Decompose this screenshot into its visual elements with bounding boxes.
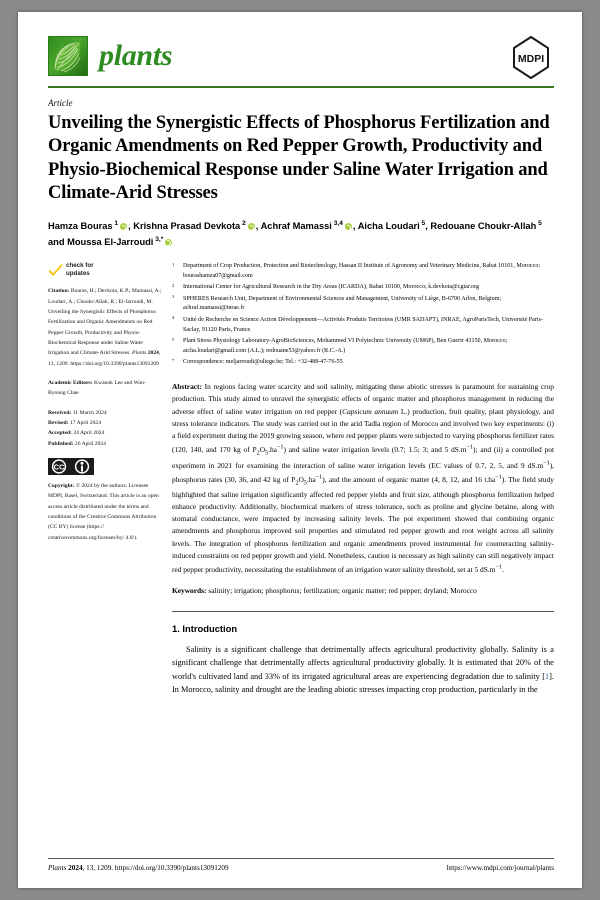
abstract-text: In regions facing water scarcity and soil salinity, mitigating these abiotic stresses is paramount for sustaining crop production. This study aimed to unravel the synergistic effects of organic matter and phosphorus management in reducing the adverse effect of saline water irrigation on red pepper (Capsicum annuum L.) production, fruit quality, plant physiology, and stress tolerance indicators. The study was carried out in the arid Tadla region of Morocco and involved two key experiments: (i) a field experiment during the 2019 growing season, where red pepper plants were subjected to varying phosphorus fertilizer rates (120, 140, and 170 kg of $P_2O_5.ha^{-1}$) and saline water irrigation levels (0.7; 1.5; 3; and 5 $dS.m^{-1}$); and (ii) a controlled pot experiment in 2021 for examining the interaction of saline water irrigation levels (EC values of 0.7, 2, 5, and 9 $dS.m^{-1}$), phosphorus rates (30, 36, and 42 kg of $P_2O_5.ha^{-1}$), and the amount of organic matter (4, 8, 12, and 16 $t.ha^{-1}$). The field study highlighted that saline irrigation significantly affected red pepper yields and fruit size, although phosphorus fertilization helped enhance productivity. Additionally, biochemical markers of stress tolerance, such as proline and glycine betaine, along with stomatal conductance, were impacted by increasing salinity levels. The pot experiment showed that combining organic amendments and phosphorus improved soil properties and stimulated red pepper growth and root weight across all salinity levels. The integration of phosphorus fertilization and organic amendments proved instrumental for counteracting salinity-induced constraints on red pepper growth and yield. Nonetheless, caution is necessary as high salinity can still negatively impact red pepper productivity, necessitating the establishment of an irrigation water salinity threshold, set at 5 $dS.m^{-1}$.: [172, 382, 554, 574]
accepted-value: 24 April 2024: [71, 430, 105, 437]
affiliation-item: [172, 283, 554, 293]
footer-doi[interactable]: , 13, 1209. https://doi.org/10.3390/plants13091209: [82, 864, 229, 872]
affiliations-list: [172, 262, 554, 368]
svg-text:CC: CC: [53, 462, 65, 472]
affiliation-number: 1: [172, 261, 175, 267]
affiliation-number: 2: [172, 282, 175, 288]
date-received: [48, 408, 162, 418]
abstract-label: Abstract:: [172, 382, 202, 392]
author-name[interactable]: Redouane Choukr-Allah: [430, 221, 537, 232]
orcid-icon[interactable]: [165, 239, 172, 246]
accepted-label: Accepted:: [48, 430, 72, 437]
keywords-label: Keywords:: [172, 586, 207, 596]
journal-masthead: [40, 34, 560, 88]
page-footer: [48, 858, 554, 872]
creative-commons-badge[interactable]: [48, 458, 94, 475]
svg-text:MDPI: MDPI: [517, 53, 545, 66]
affiliation-text: Correspondence: meljarroudi@uliege.be; Tel.: +32-488-47-76-55: [183, 359, 343, 366]
affiliation-text: Department of Crop Production, Protection and Biotechnology, Hassan II Institute of Agronomy and Veterinary Medicine, Rabat 10101, Morocco; bourashamza07@gmail.com: [183, 263, 541, 279]
citation-doi[interactable]: , 13, 1209. https://doi.org/10.3390/plants13091209: [48, 350, 161, 367]
intro-text-after-citation: ]. In Morocco, salinity and drought are the leading abiotic stresses impacting crop production, particularly in the: [172, 671, 554, 694]
publication-dates-block: [48, 408, 162, 449]
citation-year: 2024: [146, 350, 159, 357]
introduction-paragraph: [172, 643, 554, 697]
published-label: Published:: [48, 440, 74, 447]
footer-journal: Plants: [48, 864, 67, 872]
masthead-rule: [48, 86, 554, 88]
plants-leaf-icon: [48, 36, 88, 76]
keywords-text: salinity; irrigation; phosphorus; fertilization; organic matter; red pepper; dryland; Morocco: [206, 586, 477, 596]
author-list: [48, 219, 554, 250]
paper-title: Unveiling the Synergistic Effects of Phosphorus Fertilization and Organic Amendments on Red Pepper Growth, Productivity and Physio-Biochemical Response under Saline Water Irrigation and Climate-Arid Stresses: [48, 113, 550, 203]
citation-label: Citation:: [48, 288, 70, 295]
affiliation-number: 4: [172, 315, 175, 321]
author-affiliation-marker: 5: [419, 220, 426, 228]
author-name[interactable]: Aicha Loudari: [357, 221, 420, 232]
check-for-updates-text: [66, 262, 94, 277]
copyright-text: © 2024 by the authors. Licensee MDPI, Basel, Switzerland. This article is an open access article distributed under the terms and conditions of the Creative Commons Attribution (CC BY) license (https:// creativecommons.org/licenses/by/ 4.0/).: [48, 482, 159, 541]
affiliation-text: SPHERES Research Unit, Department of Environmental Sciences and Management, University of Liège, B-6700 Arlon, Belgium; achraf.mamassi@inrae.fr: [183, 295, 502, 312]
affiliation-item: [172, 262, 554, 282]
published-value: 26 April 2024: [73, 440, 106, 447]
orcid-icon[interactable]: [345, 223, 352, 230]
keywords-block: [172, 585, 554, 597]
abstract-block: [172, 381, 554, 576]
sidebar: [40, 262, 162, 705]
affiliation-text: Plant Stress Physiology Laboratory-AgroBioSciences, Mohammed VI Polytechnic University (UM6P), Ben Guerir 43150, Morocco; aicha.loudari@gmail.com (A.L.); redouane53@yahoo.fr (R.C.-A.): [183, 338, 508, 354]
footer-journal-url[interactable]: https://www.mdpi.com/journal/plants: [446, 864, 554, 872]
journal-logo: [48, 36, 172, 76]
footer-divider: [48, 858, 554, 859]
affiliation-item: [172, 316, 554, 336]
main-column: [162, 262, 560, 705]
author-name[interactable]: Krishna Prasad Devkota: [133, 221, 241, 232]
received-label: Received:: [48, 409, 72, 416]
section-heading-introduction: 1. Introduction: [172, 623, 238, 635]
paper-page: [18, 12, 582, 888]
checkmark-icon: [48, 262, 63, 277]
citation-text: Bouras, H.; Devkota, K.P.; Mamassi, A.; Loudari, A.; Choukr-Allah, R.; El-Jarroudi, M. Unveiling the Synergistic Effects of Phosphorus Fertilization and Organic Amendments on Red Pepper Growth, Productivity and Physio-Biochemical Response under Saline Water Irrigation and Climate-Arid Stresses.: [48, 288, 162, 357]
affiliation-number: *: [172, 357, 175, 363]
check-updates-line2: updates: [66, 269, 90, 277]
academic-editors-names: Kwanuk Lee and Won-Byoung Chae: [48, 379, 146, 397]
date-accepted: [48, 428, 162, 438]
copyright-block: [48, 481, 162, 543]
check-for-updates-badge[interactable]: [48, 262, 162, 277]
affiliation-text: International Center for Agricultural Research in the Dry Areas (ICARDA), Rabat 10100, Morocco; k.devkota@cgiar.org: [183, 284, 480, 291]
affiliation-number: 5: [172, 336, 175, 342]
citation-journal: Plants: [132, 350, 147, 357]
article-type-kicker: Article: [48, 98, 73, 108]
revised-value: 17 April 2024: [68, 419, 101, 426]
cc-by-icon: [48, 458, 94, 475]
author-line: Hamza Bouras $^1$ , Krishna Prasad Devkota $^2$ , Achraf Mamassi $^{3,4}$ , Aicha Loudari $^5$, Redouane Choukr-Allah $^5$ and Moussa El-Jarroudi $^{3,*}$: [48, 220, 542, 247]
author-name[interactable]: Hamza Bouras: [48, 221, 113, 232]
author-affiliation-marker: 1: [112, 220, 119, 228]
academic-editors-block: [48, 378, 162, 399]
author-affiliation-marker: 2: [240, 220, 246, 228]
reference-citation-1[interactable]: 1: [545, 671, 550, 681]
author-affiliation-marker: 3,*: [153, 235, 164, 243]
revised-label: Revised:: [48, 419, 69, 426]
author-affiliation-marker: 5: [536, 220, 542, 228]
citation-block: [48, 286, 162, 369]
affiliation-number: 3: [172, 294, 175, 300]
author-affiliation-marker: 3,4: [331, 220, 343, 228]
date-revised: [48, 418, 162, 428]
content-columns: [40, 262, 560, 705]
section-divider: [172, 611, 554, 612]
check-updates-line1: check for: [66, 262, 94, 270]
journal-name: plants: [99, 39, 173, 72]
copyright-label: Copyright:: [48, 482, 75, 489]
academic-editors-label: Academic Editors:: [48, 379, 93, 386]
received-value: 11 March 2024: [71, 409, 107, 416]
orcid-icon[interactable]: [120, 223, 127, 230]
footer-citation: [48, 864, 229, 872]
affiliation-correspondence: [172, 358, 554, 368]
affiliation-item: [172, 337, 554, 357]
date-published: [48, 439, 162, 449]
author-name[interactable]: and Moussa El-Jarroudi: [48, 236, 154, 247]
species-name: Capsicum annuum: [342, 406, 399, 416]
affiliation-item: [172, 295, 554, 315]
author-name[interactable]: Achraf Mamassi: [260, 221, 332, 232]
mdpi-logo-icon: [508, 34, 554, 82]
footer-year: 2024: [66, 864, 83, 872]
intro-text-before-citation: Salinity is a significant challenge that detrimentally affects agricultural productivity globally. Salinity is a significant challenge that detrimentally affects agricultural productivity globally. It is estimated that 20% of the world's cultivated land and 33% of its irrigated agricultural areas are experiencing degradation due to salinity [: [172, 644, 554, 681]
affiliation-text: Unité de Recherche en Science Action Développement—Activités Produits Territoires (UMR SADAPT), INRAE, AgroParisTech, Université Paris-Saclay, 91120 Paris, France: [183, 316, 544, 333]
orcid-icon[interactable]: [248, 223, 255, 230]
